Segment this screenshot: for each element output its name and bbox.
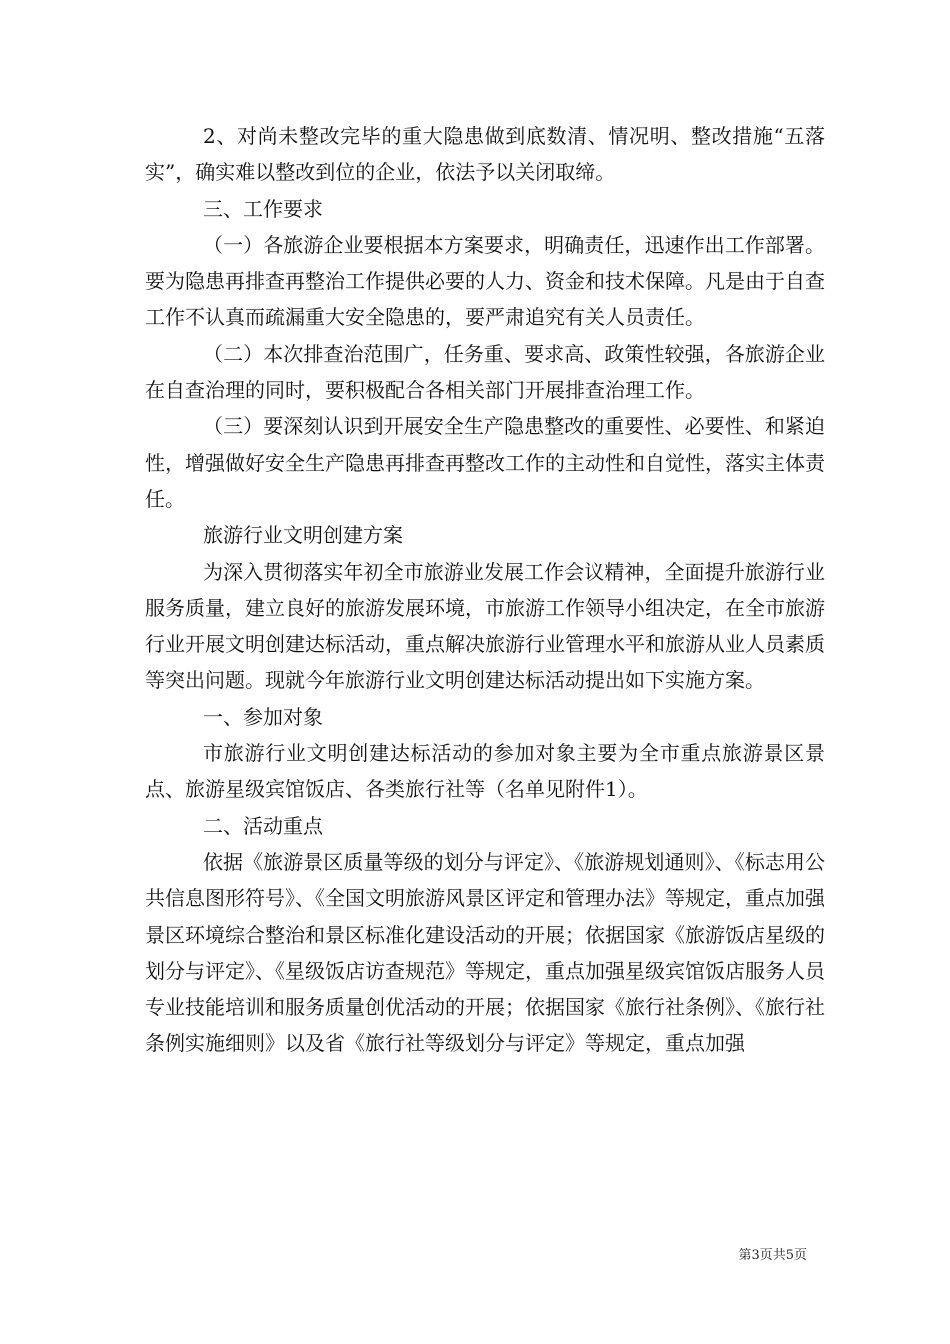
heading-participants: 一、参加对象 <box>203 704 323 729</box>
paragraph-activity-focus: 依据《旅游景区质量等级的划分与评定》、《旅游规划通则》、《标志用公共信息图形符号》、《全国文明旅游风景区评定和管理办法》等规定，重点加强景区环境综合整治和景区标准化建设活动的开展；依据国家《旅游饭店星级的划分与评定》、《星级饭店访查规范》等规定，重点加强星级宾馆饭店服务人员专业技能培训和服务质量创优活动的开展；依据国家《旅行社条例》、《旅行社条例实施细则》以及省《旅行社等级划分与评定》等规定，重点加强 <box>145 849 825 1056</box>
page-number: 第3页共5页 <box>738 1248 807 1263</box>
heading-activity-focus: 二、活动重点 <box>203 813 323 838</box>
heading-work-requirements: 三、工作要求 <box>203 196 323 221</box>
paragraph-requirement-2: （二）本次排查治范围广，任务重、要求高、政策性较强，各旅游企业在自查治理的同时，要积极配合各相关部门开展排查治理工作。 <box>145 341 825 403</box>
paragraph-requirement-1: （一）各旅游企业要根据本方案要求，明确责任，迅速作出工作部署。要为隐患再排查再整治工作提供必要的人力、资金和技术保障。凡是由于自查工作不认真而疏漏重大安全隐患的，要严肃追究有关人员责任。 <box>145 232 825 330</box>
paragraph-rectification-item-2: 2、对尚未整改完毕的重大隐患做到底数清、情况明、整改措施“五落实”，确实难以整改到位的企业，依法予以关闭取缔。 <box>145 124 825 185</box>
document-subtitle: 旅游行业文明创建方案 <box>203 523 403 548</box>
document-body <box>145 118 825 1062</box>
paragraph-introduction: 为深入贯彻落实年初全市旅游业发展工作会议精神，全面提升旅游行业服务质量，建立良好的旅游发展环境，市旅游工作领导小组决定，在全市旅游行业开展文明创建达标活动，重点解决旅游行业管理水平和旅游从业人员素质等突出问题。现就今年旅游行业文明创建达标活动提出如下实施方案。 <box>145 559 825 693</box>
paragraph-participants: 市旅游行业文明创建达标活动的参加对象主要为全市重点旅游景区景点、旅游星级宾馆饭店、各类旅行社等（名单见附件1）。 <box>145 741 825 802</box>
paragraph-requirement-3: （三）要深刻认识到开展安全生产隐患整改的重要性、必要性、和紧迫性，增强做好安全生产隐患再排查再整改工作的主动性和自觉性，落实主体责任。 <box>145 414 825 511</box>
